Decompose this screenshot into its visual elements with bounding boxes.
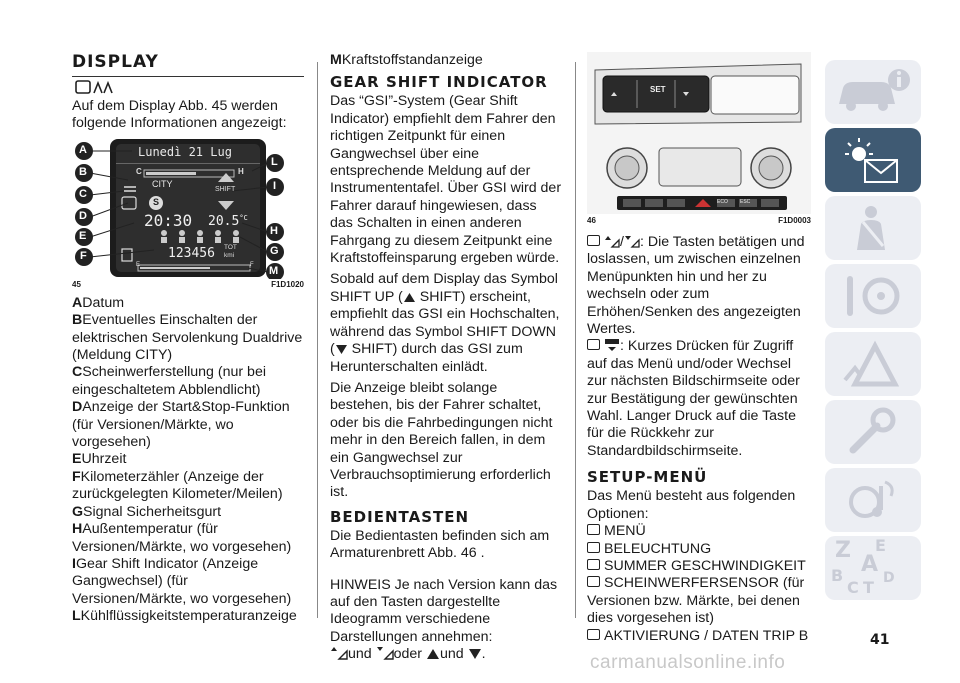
callout-c: C	[79, 187, 87, 200]
lcd-temp-value: 20.5	[208, 213, 240, 229]
bullet-icon	[587, 629, 600, 640]
legend-list	[72, 295, 304, 626]
callout-i: I	[273, 179, 277, 192]
set-button-icon	[604, 338, 620, 352]
legend-item: CScheinwerferstellung (nur bei eingeschaltetem Abblendlicht)	[72, 364, 266, 398]
callout-g: G	[270, 244, 279, 257]
index-letter: C	[847, 578, 859, 597]
car-info-icon	[825, 60, 921, 124]
callout-f: F	[80, 249, 87, 262]
shift-up-icon	[403, 292, 416, 303]
lcd-date: Lunedì 21 Lug	[138, 144, 232, 159]
legend-item: LKühlflüssigkeitstemperaturanzeige	[72, 608, 297, 625]
watermark: carmanualsonline.info	[590, 652, 786, 673]
bullet-icon	[587, 576, 600, 587]
tab-starting-driving[interactable]	[825, 264, 921, 328]
lcd-odo-label: TOT	[224, 243, 237, 251]
list-item: AKTIVIERUNG / DATEN TRIP B	[587, 628, 811, 645]
warning-light-mail-icon	[825, 128, 921, 192]
bedientasten-paragraph: Die Bedientasten befinden sich am Armaturenbrett Abb. 46 .	[330, 527, 550, 562]
lcd-s-letter: S	[153, 196, 160, 207]
legend-item: IGear Shift Indicator (Anzeige Gangwechsel) (für Versionen/Märkte, wo vorgesehen)	[72, 555, 292, 607]
legend-item: HAußentemperatur (für Versionen/Märkte, wo vorgesehen)	[72, 521, 292, 555]
page-number: 41	[870, 632, 890, 648]
figure-46-esc-label: ESC	[740, 199, 751, 205]
legend-item: ADatum	[72, 294, 125, 311]
set-description: : Kurzes Drücken für Zugriff auf das Menü und/oder Wechsel zur nächsten Bildschirmseite oder zur Bestätigung der gewünschten Wahl. Langer Druck auf die Taste für die Rückkehr zur Standardbildschirmseite.	[587, 338, 800, 459]
display-settings-icon	[74, 79, 116, 97]
lcd-odometer: 123456	[168, 245, 215, 261]
brightness-down-icon	[624, 235, 640, 248]
bullet-icon	[587, 559, 600, 570]
tab-index[interactable]	[825, 536, 921, 600]
bullet-icon	[587, 235, 600, 246]
lcd-odo-unit: kmi	[224, 251, 235, 259]
setup-intro: Das Menü besteht aus folgenden Optionen:	[587, 488, 796, 522]
column-gsi	[330, 52, 562, 664]
tab-emergency[interactable]	[825, 332, 921, 396]
figure-46-set-label: SET	[650, 85, 666, 94]
arrow-down-icon	[468, 648, 482, 660]
lcd-c-letter: C	[136, 166, 142, 176]
section-title-gsi: GEAR SHIFT INDICATOR	[330, 73, 548, 92]
callout-e: E	[79, 229, 87, 242]
legend-item: EUhrzeit	[72, 451, 127, 468]
legend-item: DAnzeige der Start&Stop-Funktion (für Versionen/Märkte, wo vorgesehen)	[72, 399, 290, 451]
index-letter: Z	[835, 538, 851, 563]
figure-45-code: F1D1020	[271, 279, 304, 289]
figure-46-eco-label: ECO	[717, 199, 728, 205]
arrow-up-icon	[426, 648, 440, 660]
figure-46-number: 46	[587, 216, 596, 225]
callout-h: H	[270, 224, 278, 237]
section-title-setup: SETUP-MENÜ	[587, 468, 708, 487]
dashboard-buttons-illustration	[587, 52, 811, 214]
tab-safety[interactable]	[825, 196, 921, 260]
list-item: SCHEINWERFERSENSOR (für Versionen bzw. Märkte, bei denen dies vorgesehen ist)	[587, 575, 805, 627]
callout-d: D	[79, 209, 87, 222]
figure-46-code: F1D0003	[778, 216, 811, 225]
lcd-f-letter: F	[250, 261, 254, 268]
column-display	[72, 52, 304, 626]
lcd-h-letter: H	[238, 166, 244, 176]
gsi-paragraph-3: Die Anzeige bleibt solange bestehen, bis der Fahrer schaltet, oder bis die Fahrbedingungen nicht mehr in den Bereich fallen, in dem ein Gangwechsel zur Verbrauchsoptimierung erforderlich ist.	[330, 379, 553, 501]
bullet-icon	[587, 339, 600, 350]
column-bedientasten	[587, 52, 811, 645]
bullet-icon	[587, 542, 600, 553]
lcd-temp-unit: °C	[239, 213, 248, 222]
column-divider	[317, 62, 318, 618]
callout-a: A	[79, 143, 87, 156]
callout-m: M	[269, 264, 279, 277]
figure-45-caption	[72, 280, 304, 289]
wrench-icon	[825, 400, 921, 464]
chapter-sidebar	[825, 60, 923, 604]
legend-item: GSignal Sicherheitsgurt	[72, 503, 222, 520]
index-letter: T	[863, 578, 874, 597]
lcd-city: CITY	[152, 178, 173, 189]
keys-description: / : Die Tasten betätigen und loslassen, um zwischen einzelnen Menüpunkten hin und her zu wechseln oder zum Erhöhen/Senken des angezeigten Wertes.	[587, 234, 805, 338]
callout-b: B	[79, 165, 87, 178]
hinweis-paragraph: HINWEIS Je nach Version kann das auf den Tasten dargestellte Ideogramm verschiedene Darstellungen annehmen:	[330, 576, 558, 645]
lcd-temp	[208, 214, 248, 229]
tab-car-info[interactable]	[825, 60, 921, 124]
index-letter: A	[861, 552, 879, 577]
legend-item: BEventuelles Einschalten der elektrischen Servolenkung Dualdrive (Meldung CITY)	[72, 312, 303, 364]
section-title-display: DISPLAY	[72, 52, 159, 72]
brightness-up-icon	[604, 235, 620, 248]
figure-45	[72, 137, 304, 287]
lcd-time: 20:30	[144, 210, 193, 230]
bullet-icon	[587, 524, 600, 535]
index-letter: E	[875, 536, 886, 555]
setup-options-list	[587, 523, 811, 645]
steering-tools-icon	[825, 264, 921, 328]
legend-item-m: MKraftstoffstandanzeige	[330, 52, 483, 68]
figure-45-number: 45	[72, 279, 81, 289]
figure-46	[587, 52, 811, 224]
list-item: SUMMER GESCHWINDIGKEIT	[587, 558, 811, 575]
music-gps-icon	[825, 468, 921, 532]
seatbelt-person-icon	[825, 196, 921, 260]
column-divider	[575, 62, 576, 618]
section-title-bedientasten: BEDIENTASTEN	[330, 507, 470, 526]
list-item: BELEUCHTUNG	[587, 541, 811, 558]
brightness-up-icon	[330, 646, 348, 660]
figure-46-caption	[587, 216, 811, 225]
gsi-paragraph-2: Sobald auf dem Display das Symbol SHIFT UP ( SHIFT) erscheint, empfiehlt das GSI ein Hochschalten, während das Symbol SHIFT DOWN ( SHIFT) durch das GSI zum Herunterschalten einlädt.	[330, 271, 560, 375]
legend-item: FKilometerzähler (Anzeige der zurückgelegten Kilometer/Meilen)	[72, 468, 283, 503]
tab-display-warning[interactable]	[825, 128, 921, 192]
tab-multimedia[interactable]	[825, 468, 921, 532]
brightness-down-icon	[376, 646, 394, 660]
title-rule	[72, 76, 304, 77]
warning-triangle-icon	[825, 332, 921, 396]
list-item: MENÜ	[587, 523, 811, 540]
index-letter: D	[883, 570, 895, 586]
gsi-paragraph-1: Das “GSI”-System (Gear Shift Indicator) empfiehlt dem Fahrer den richtigen Zeitpunkt für einen Gangwechsel über eine entsprechende Meldung auf der Instrumententafel. Über GSI wird der Fahrer darauf hingewiesen, dass das Schalten in einen anderen Fahrgang zu diesem Zeitpunkt eine Kraftstoffeinsparung ergeben würde.	[330, 93, 562, 267]
index-letter: B	[831, 566, 844, 585]
ideogram-line: und oder und .	[330, 646, 562, 663]
callout-l: L	[271, 155, 278, 168]
intro-text: Auf dem Display Abb. 45 werden folgende Informationen angezeigt:	[72, 98, 287, 132]
tab-maintenance[interactable]	[825, 400, 921, 464]
shift-down-icon	[335, 344, 348, 355]
lcd-e-letter: E	[136, 261, 141, 268]
lcd-shift: SHIFT	[215, 185, 236, 193]
